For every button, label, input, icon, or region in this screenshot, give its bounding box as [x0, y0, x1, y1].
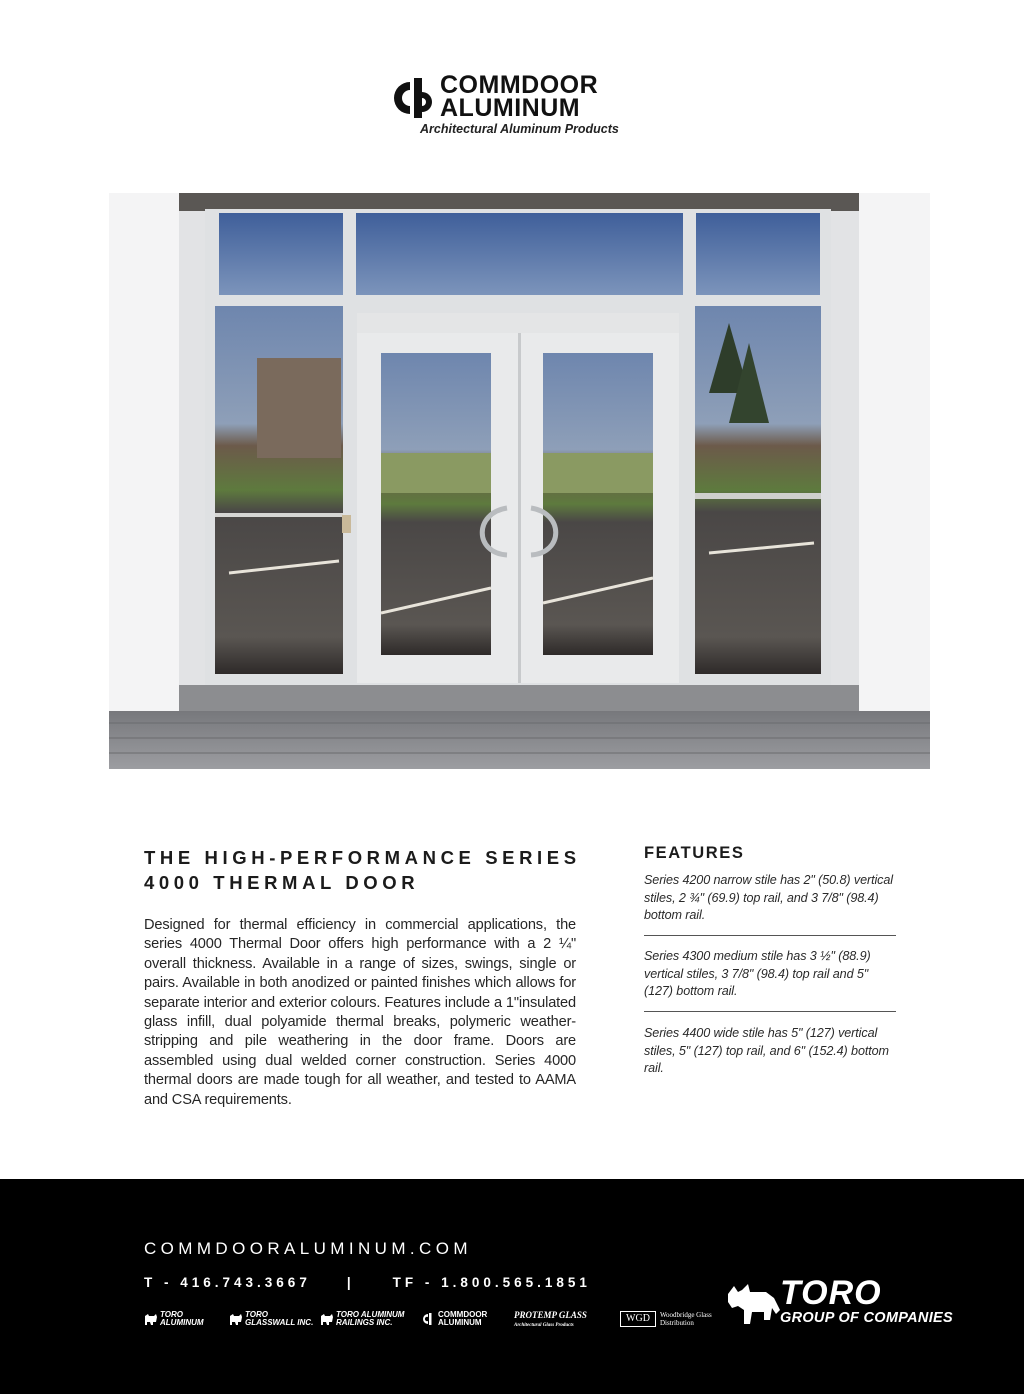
brand-toro-glasswall	[229, 1311, 313, 1327]
brand-wgd-text	[660, 1311, 712, 1327]
brand-line-2: RAILINGS INC.	[336, 1318, 393, 1327]
divider	[644, 1011, 896, 1012]
brand-wgd-line-2: Distribution	[660, 1319, 694, 1327]
commdoor-logo	[390, 71, 660, 138]
headline-line-2: 4000 THERMAL DOOR	[144, 872, 420, 893]
features-title: FEATURES	[644, 844, 745, 862]
door-photo	[109, 193, 930, 769]
tollfree-number[interactable]: TF - 1.800.565.1851	[392, 1275, 591, 1290]
brand-line-2: ALUMINUM	[438, 1318, 482, 1327]
headline-line-1: THE HIGH-PERFORMANCE SERIES	[144, 847, 581, 868]
separator: |	[346, 1275, 355, 1290]
brand-commdoor	[422, 1311, 487, 1327]
brand-line-1: TORO	[245, 1310, 268, 1319]
brand-wgd-mark: WGD	[620, 1311, 656, 1327]
phone-number[interactable]: T - 416.743.3667	[144, 1275, 311, 1290]
website-link[interactable]: COMMDOORALUMINUM.COM	[144, 1239, 472, 1258]
brand-wgd-line-1: Woodbridge Glass	[660, 1311, 712, 1319]
headline	[144, 845, 594, 895]
divider	[644, 935, 896, 936]
toro-group-name: TORO	[780, 1274, 882, 1312]
feature-item: Series 4200 narrow stile has 2" (50.8) vertical stiles, 2 ¾" (69.9) top rail, and 3 7/8" (98.4) bottom rail.	[644, 873, 893, 922]
bull-icon	[726, 1280, 782, 1326]
commdoor-logo-icon	[422, 1313, 436, 1325]
brand-toro-aluminum	[144, 1311, 204, 1327]
brand-line-2: ALUMINUM	[160, 1318, 204, 1327]
toro-group-logo	[726, 1276, 961, 1336]
bull-icon	[320, 1313, 334, 1325]
bull-icon	[144, 1313, 158, 1325]
brand-line-2: GLASSWALL INC.	[245, 1318, 314, 1327]
feature-item: Series 4400 wide stile has 5" (127) vertical stiles, 5" (127) top rail, and 6" (152.4) bottom rail.	[644, 1026, 889, 1075]
body-copy: Designed for thermal efficiency in commercial applications, the series 4000 Thermal Door offers high performance with a 2 ¼" overall thickness. Available in a range of sizes, swings, single or pairs. Available in both anodized or painted finishes which allows for separate interior and exterior colours. Features include a 1"insulated glass infill, dual polyamide thermal breaks, polymeric weather-stripping and pile weathering in the door frame. Doors are assembled using dual welded corner construction. Series 4000 thermal doors are made tough for all weather, and tested to AAMA and CSA requirements.	[144, 917, 576, 1108]
brand-line-1: PROTEMP GLASS	[514, 1310, 587, 1320]
brand-protemp	[514, 1311, 587, 1330]
logo-tagline: Architectural Aluminum Products	[420, 122, 619, 136]
brand-line-1: TORO ALUMINUM	[336, 1310, 405, 1319]
brand-line-2: Architectural Glass Products	[514, 1323, 574, 1328]
commdoor-logo-icon	[390, 78, 436, 118]
feature-item: Series 4300 medium stile has 3 ½" (88.9) vertical stiles, 3 7/8" (98.4) top rail and 5" (127) bottom rail.	[644, 949, 871, 998]
brand-toro-railings	[320, 1311, 404, 1327]
logo-line-2: ALUMINUM	[440, 94, 581, 122]
brand-line-1: COMMDOOR	[438, 1310, 488, 1319]
logo-line-1: COMMDOOR	[440, 71, 599, 99]
toro-group-sub: GROUP OF COMPANIES	[780, 1310, 953, 1326]
brand-line-1: TORO	[160, 1310, 183, 1319]
logo-wordmark	[440, 71, 599, 122]
bull-icon	[229, 1313, 243, 1325]
contact-phones	[144, 1275, 591, 1290]
